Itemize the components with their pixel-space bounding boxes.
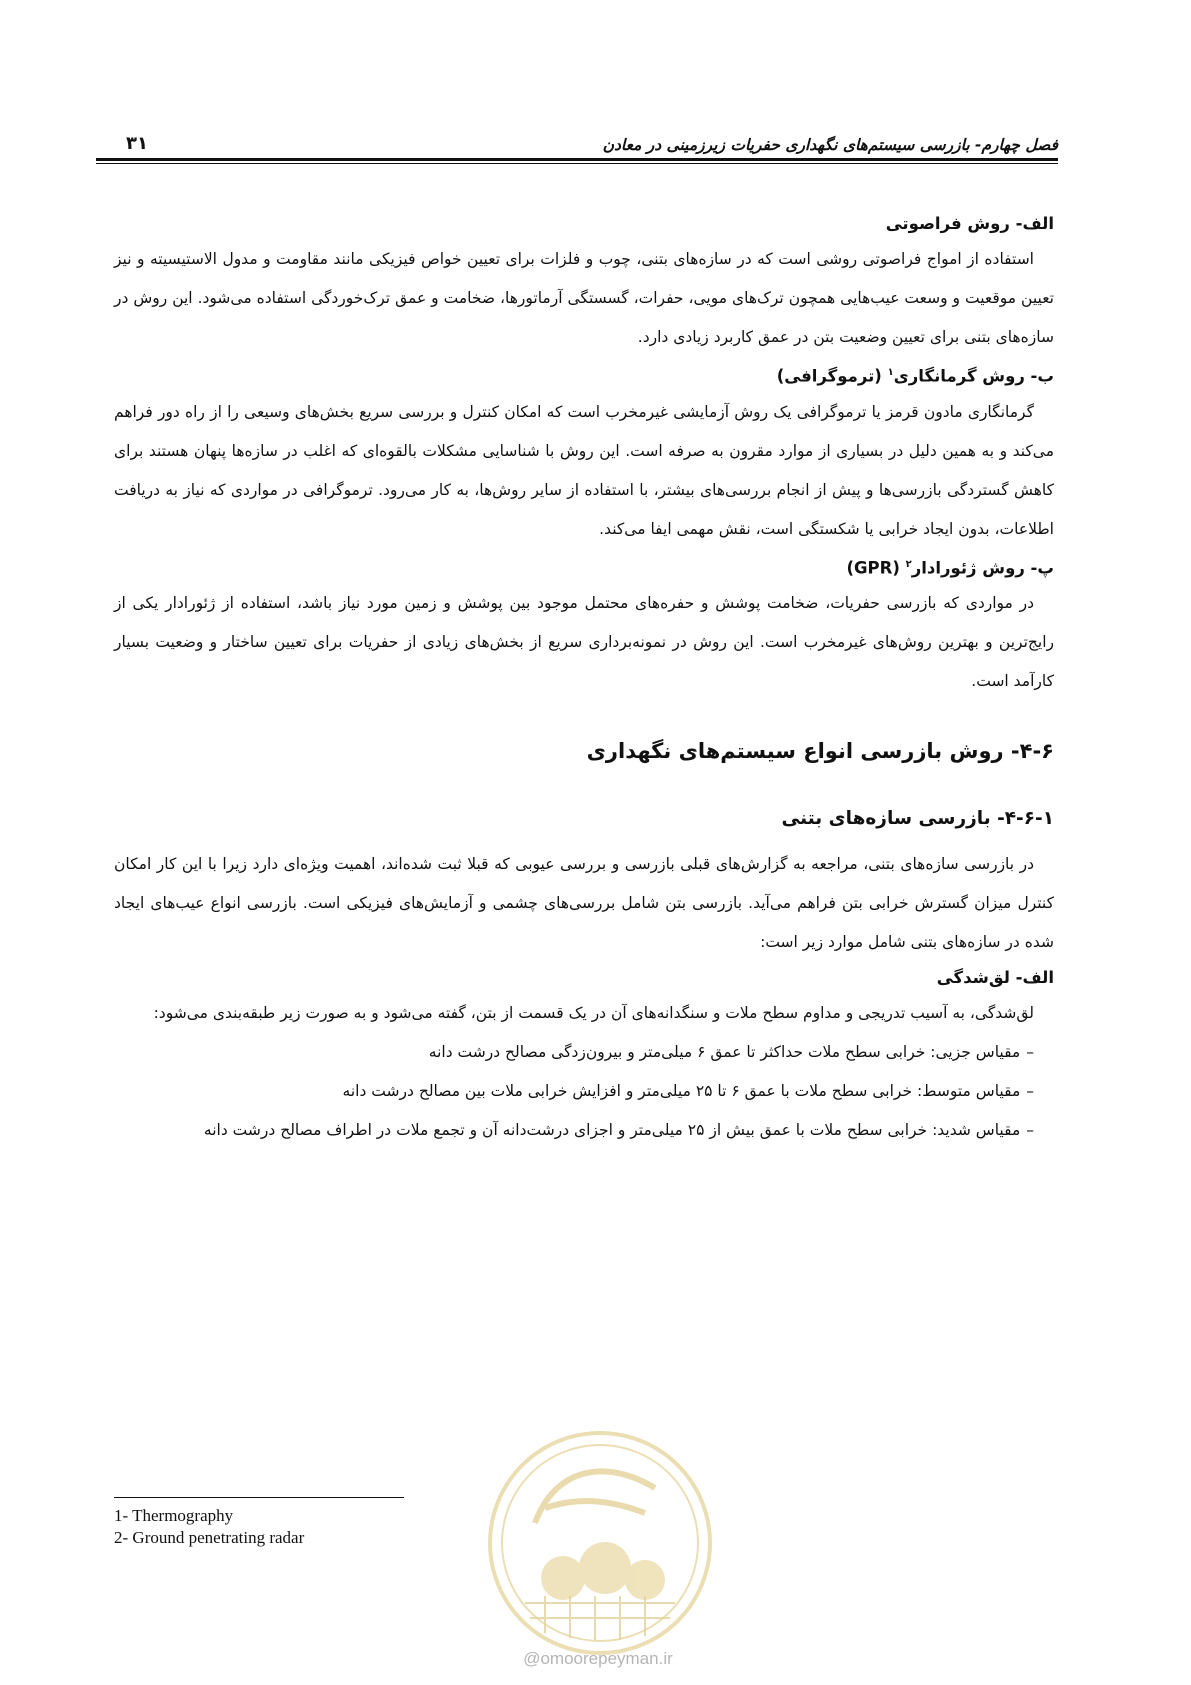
list-item — [114, 1111, 1054, 1150]
list-item — [114, 1033, 1054, 1072]
list-dash: – — [1026, 1082, 1034, 1100]
heading-thermography — [114, 357, 1054, 393]
subsection-heading-concrete: ۴-۶-۱- بازرسی سازه‌های بتنی — [781, 808, 1054, 829]
heading-gpr-text: پ- روش ژئورادار — [911, 558, 1054, 577]
para-thermography: گرمانگاری مادون قرمز یا ترموگرافی یک روش آزمایشی غیرمخرب است که امکان کنترل و بررسی سریع بخش‌های وسیعی را از راه دور فراهم می‌کند و به همین دلیل در بسیاری از موارد مقرون به صرفه است. این روش با شناسایی مشکلات بالقوه‌ای که اغلب در سازه‌ها پنهان هستند برای کاهش گستردگی بازرسی‌ها و پیش از انجام بررسی‌های بیشتر، با استفاده از سایر روش‌ها، به کار می‌رود. ترموگرافی در مواردی که نیاز به دریافت اطلاعات، بدون ایجاد خرابی یا شکستگی است، نقش مهمی ایفا می‌کند. — [114, 402, 1054, 538]
footnote-rule — [114, 1497, 404, 1498]
footnote-ref-2[interactable]: ۲ — [905, 558, 912, 570]
para-concrete: در بازرسی سازه‌های بتنی، مراجعه به گزارش‌های قبلی بازرسی و بررسی عیوبی که قبلا ثبت شده‌اند، اهمیت ویژه‌ای دارد زیرا با این کار امکان کنترل میزان گسترش خرابی بتن فراهم می‌آید. بازرسی بتن شامل بررسی‌های چشمی و آزمایش‌های فیزیکی است. بازرسی انواع عیب‌های ایجاد شده در سازه‌های بتنی شامل موارد زیر است: — [114, 855, 1054, 951]
chapter-title: فصل چهارم- بازرسی سیستم‌های نگهداری حفریات زیرزمینی در معادن — [602, 136, 1058, 154]
heading-gpr — [114, 549, 1054, 585]
list-item-text: مقیاس جزیی: خرابی سطح ملات حداکثر تا عمق ۶ میلی‌متر و بیرون‌زدگی مصالح درشت دانه — [428, 1043, 1021, 1061]
header-rule-thick — [96, 158, 1058, 161]
body-text — [114, 208, 1054, 1150]
footnotes — [114, 1505, 304, 1549]
para-ultrasonic: استفاده از امواج فراصوتی روشی است که در سازه‌های بتنی، چوب و فلزات برای تعیین خواص فیزیکی مانند مقاومت و مدول الاستیسیته و نیز تعیین موقعیت و وسعت عیب‌هایی همچون ترک‌های مویی، حفرات، گسستگی آرماتورها، ضخامت و عمق ترک‌خوردگی استفاده می‌شود. این روش در سازه‌های بتنی برای تعیین وضعیت بتن در عمق کاربرد زیادی دارد. — [114, 250, 1054, 346]
list-item — [114, 1072, 1054, 1111]
watermark-url: @omoorepeyman.ir — [523, 1649, 673, 1668]
heading-scaling: الف- لق‌شدگی — [936, 968, 1054, 987]
header-rule-thin — [96, 163, 1058, 164]
list-item-text: مقیاس شدید: خرابی سطح ملات با عمق بیش از ۲۵ میلی‌متر و اجزای درشت‌دانه آن و تجمع ملات در اطراف مصالح درشت دانه — [203, 1121, 1021, 1139]
page-number: ۳۱ — [126, 133, 148, 154]
para-gpr: در مواردی که بازرسی حفریات، ضخامت پوشش و حفره‌های محتمل موجود بین پوشش و زمین مورد نیاز باشد، استفاده از ژئورادار یکی از رایج‌ترین و بهترین روش‌های غیرمخرب است. این روش در نمونه‌برداری سریع از بخش‌های زیادی از حفریات برای تعیین ساختار و وضعیت بسیار کارآمد است. — [114, 594, 1054, 690]
footnote-ref-1[interactable]: ۱ — [887, 367, 894, 378]
para-scaling: لق‌شدگی، به آسیب تدریجی و مداوم سطح ملات و سنگدانه‌های آن در یک قسمت از بتن، گفته می‌شود و به صورت زیر طبقه‌بندی می‌شود: — [153, 1004, 1034, 1022]
heading-ultrasonic: الف- روش فراصوتی — [885, 214, 1054, 233]
heading-thermography-text: ب- روش گرمانگاری — [893, 366, 1054, 386]
section-heading-support-inspection: ۴-۶- روش بازرسی انواع سیستم‌های نگهداری — [586, 739, 1054, 763]
heading-gpr-suffix: (GPR) — [846, 558, 906, 577]
running-header — [96, 128, 1058, 154]
footnote-2: 2- Ground penetrating radar — [114, 1528, 305, 1547]
list-dash: – — [1026, 1121, 1034, 1139]
list-dash: – — [1026, 1043, 1034, 1061]
list-item-text: مقیاس متوسط: خرابی سطح ملات با عمق ۶ تا ۲۵ میلی‌متر و افزایش خرابی ملات بین مصالح درشت دانه — [342, 1082, 1021, 1100]
heading-thermography-suffix: (ترموگرافی) — [776, 366, 888, 386]
footnote-1: 1- Thermography — [114, 1506, 234, 1525]
watermark-logo-icon — [485, 1428, 715, 1658]
